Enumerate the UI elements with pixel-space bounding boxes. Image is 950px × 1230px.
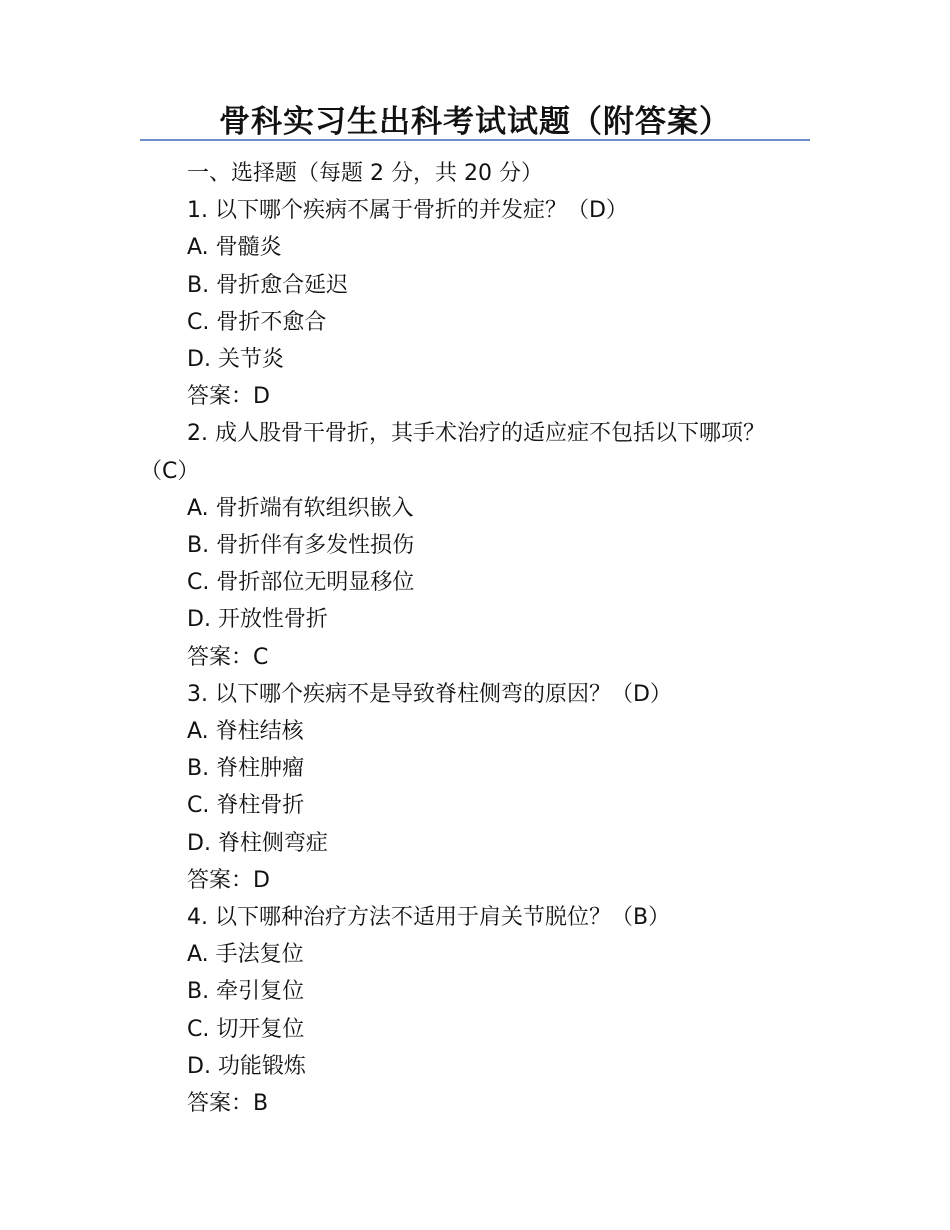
question-stem: 3. 以下哪个疾病不是导致脊柱侧弯的原因？（D） (187, 681, 672, 707)
option-b: B. 骨折愈合延迟 (187, 272, 349, 298)
title-underline (140, 139, 810, 141)
answer: 答案：C (187, 644, 269, 670)
question-2 (140, 415, 820, 675)
answer: 答案：D (187, 384, 270, 410)
option-d: D. 开放性骨折 (187, 607, 328, 633)
question-1 (140, 192, 820, 415)
question-3 (140, 676, 820, 899)
option-b: B. 骨折伴有多发性损伤 (187, 533, 415, 559)
option-a: A. 骨折端有软组织嵌入 (187, 495, 414, 521)
option-c: C. 切开复位 (187, 1016, 305, 1042)
option-d: D. 脊柱侧弯症 (187, 830, 328, 856)
option-b: B. 牵引复位 (187, 979, 305, 1005)
option-c: C. 骨折不愈合 (187, 309, 327, 335)
question-stem: 2. 成人股骨干骨折，其手术治疗的适应症不包括以下哪项？（C） (140, 421, 765, 484)
question-stem: 1. 以下哪个疾病不属于骨折的并发症？（D） (187, 198, 628, 224)
option-a: A. 手法复位 (187, 942, 304, 968)
document-title: 骨科实习生出科考试试题（附答案） (219, 104, 731, 140)
option-d: D. 功能锻炼 (187, 1053, 306, 1079)
answer: 答案：D (187, 867, 270, 893)
option-b: B. 脊柱肿瘤 (187, 756, 305, 782)
option-c: C. 脊柱骨折 (187, 793, 305, 819)
document-body (140, 155, 820, 1122)
option-d: D. 关节炎 (187, 347, 284, 373)
option-c: C. 骨折部位无明显移位 (187, 570, 415, 596)
section-heading: 一、选择题（每题 2 分，共 20 分） (187, 161, 543, 186)
answer: 答案：B (187, 1091, 269, 1117)
question-4 (140, 899, 820, 1122)
option-a: A. 骨髓炎 (187, 235, 282, 261)
option-a: A. 脊柱结核 (187, 719, 304, 745)
question-stem: 4. 以下哪种治疗方法不适用于肩关节脱位？（B） (187, 905, 671, 931)
